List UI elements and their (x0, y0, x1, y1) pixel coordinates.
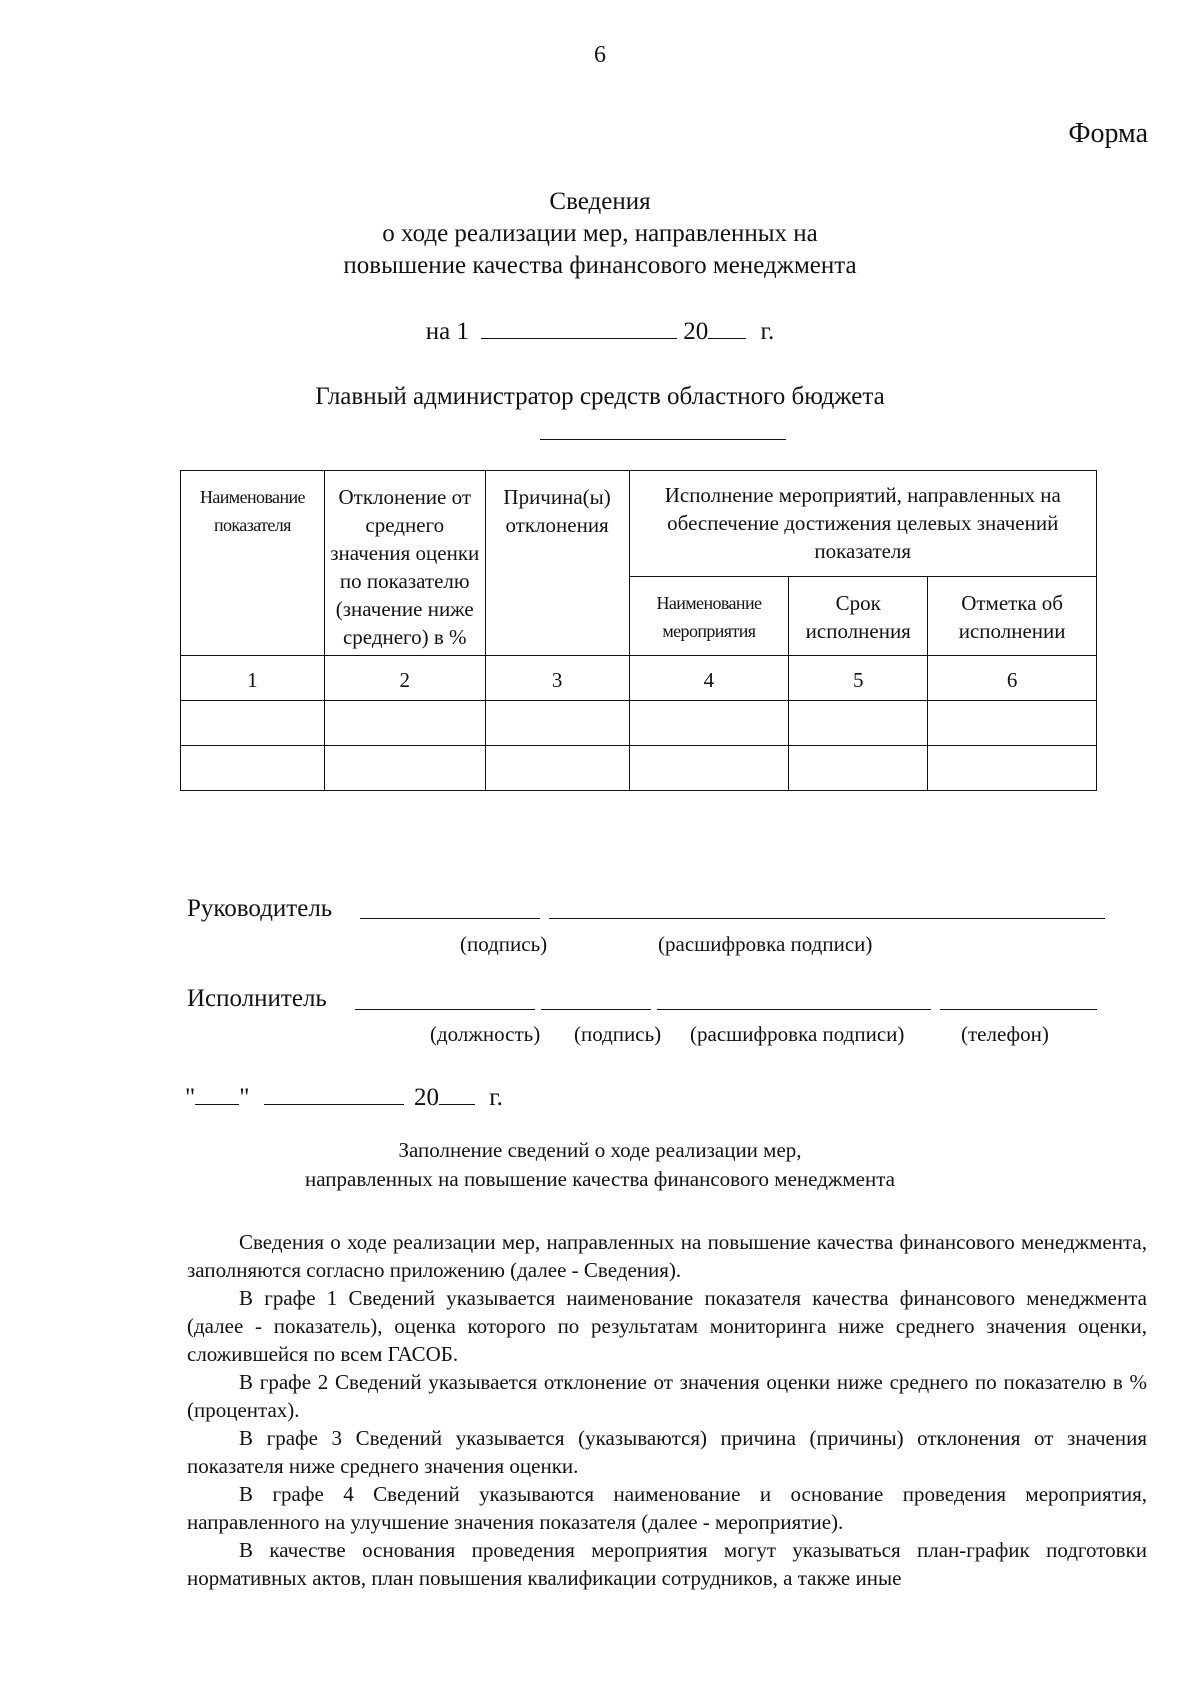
executor-caption-phone: (телефон) (961, 1022, 1049, 1046)
table-column-numbers (181, 656, 1097, 701)
table-cell[interactable] (324, 701, 485, 746)
table-cell[interactable] (789, 701, 928, 746)
document-title (0, 186, 1200, 282)
table-cell[interactable] (485, 701, 629, 746)
title-line-2: о ходе реализации мер, направленных на (382, 220, 818, 247)
table-row (181, 746, 1097, 791)
table-cell[interactable] (181, 701, 325, 746)
column-number: 2 (324, 656, 485, 701)
column-number: 3 (485, 656, 629, 701)
table-cell[interactable] (324, 746, 485, 791)
table-cell[interactable] (181, 746, 325, 791)
month-blank[interactable] (264, 1084, 404, 1105)
header-deadline: Срок исполнения (789, 577, 928, 656)
table-cell[interactable] (485, 746, 629, 791)
admin-label: Главный администратор средств областного бюджета (315, 383, 885, 410)
table-cell[interactable] (928, 701, 1097, 746)
head-decode-blank[interactable] (549, 918, 1105, 919)
title-line-3: повышение качества финансового менеджмента (343, 252, 857, 279)
table-cell[interactable] (928, 746, 1097, 791)
instruction-paragraph: Сведения о ходе реализации мер, направленных на повышение качества финансового менеджмента, заполняются согласно приложению (далее - Сведения). (187, 1230, 1147, 1282)
table-cell[interactable] (629, 746, 789, 791)
title-line-1: Сведения (549, 188, 651, 215)
column-number: 5 (789, 656, 928, 701)
executor-caption-sign: (подпись) (574, 1022, 662, 1046)
executor-phone-blank[interactable] (940, 1009, 1097, 1010)
form-label: Форма (1068, 118, 1148, 149)
report-date-line (0, 318, 1200, 346)
instruction-paragraph: В графе 1 Сведений указывается наименование показателя качества финансового менеджмента (далее - показатель), оценка которого по результатам мониторинга ниже среднего значения оценки, сложившейся по всем ГАСОБ. (187, 1286, 1147, 1366)
signature-date-line (185, 1084, 503, 1112)
date-suffix: г. (489, 1084, 503, 1111)
date-year-prefix: 20 (683, 318, 709, 345)
instruction-paragraph: В графе 2 Сведений указывается отклонение от значения оценки ниже среднего по показателю в % (процентах). (187, 1370, 1147, 1422)
head-caption-sign: (подпись) (460, 932, 548, 956)
instruction-paragraph: В качестве основания проведения мероприятия могут указываться план-график подготовки нормативных актов, план повышения квалификации сотрудников, а также иные (187, 1538, 1147, 1590)
date-prefix: на 1 (425, 318, 470, 345)
head-signature-blank[interactable] (360, 918, 540, 919)
instruction-paragraph: В графе 4 Сведений указываются наименование и основание проведения мероприятия, направленного на улучшение значения показателя (далее - мероприятие). (187, 1482, 1147, 1534)
instructions-title (0, 1136, 1200, 1194)
date-year-prefix: 20 (413, 1084, 439, 1111)
header-indicator-name: Наименование показателя (181, 471, 325, 656)
instructions-body (187, 1228, 1147, 1592)
date-suffix: г. (760, 318, 775, 345)
measures-table (180, 470, 1097, 791)
executor-signature-blank[interactable] (541, 1009, 651, 1010)
day-blank[interactable] (195, 1084, 239, 1105)
date-blank[interactable] (481, 318, 677, 339)
page-number: 6 (594, 42, 606, 68)
instructions-title-line-2: направленных на повышение качества финансового менеджмента (305, 1167, 895, 1191)
column-number: 6 (928, 656, 1097, 701)
date-quote-open: " (185, 1084, 196, 1111)
head-label: Руководитель (187, 895, 333, 922)
year-blank[interactable] (708, 318, 746, 339)
column-number: 1 (181, 656, 325, 701)
signature-year-blank[interactable] (439, 1084, 475, 1105)
table-cell[interactable] (789, 746, 928, 791)
header-measure-name: Наименование мероприятия (629, 577, 789, 656)
instructions-title-line-1: Заполнение сведений о ходе реализации мер, (398, 1138, 802, 1162)
header-completion-mark: Отметка об исполнении (928, 577, 1097, 656)
header-deviation: Отклонение от среднего значения оценки по показателю (значение ниже среднего) в % (324, 471, 485, 656)
table-row (181, 701, 1097, 746)
header-execution-group: Исполнение мероприятий, направленных на обеспечение достижения целевых значений показателя (629, 471, 1096, 577)
table-header-row (181, 471, 1097, 577)
table-cell[interactable] (629, 701, 789, 746)
executor-decode-blank[interactable] (657, 1009, 931, 1010)
executor-caption-position: (должность) (430, 1022, 541, 1046)
column-number: 4 (629, 656, 789, 701)
instruction-paragraph: В графе 3 Сведений указывается (указываются) причина (причины) отклонения от значения показателя ниже среднего значения оценки. (187, 1426, 1147, 1478)
date-quote-close: " (239, 1084, 250, 1111)
executor-label: Исполнитель (187, 985, 327, 1012)
head-caption-decode: (расшифровка подписи) (658, 932, 873, 956)
executor-caption-decode: (расшифровка подписи) (690, 1022, 905, 1046)
admin-name-blank[interactable] (540, 439, 786, 440)
header-reason: Причина(ы) отклонения (485, 471, 629, 656)
executor-position-blank[interactable] (355, 1009, 535, 1010)
